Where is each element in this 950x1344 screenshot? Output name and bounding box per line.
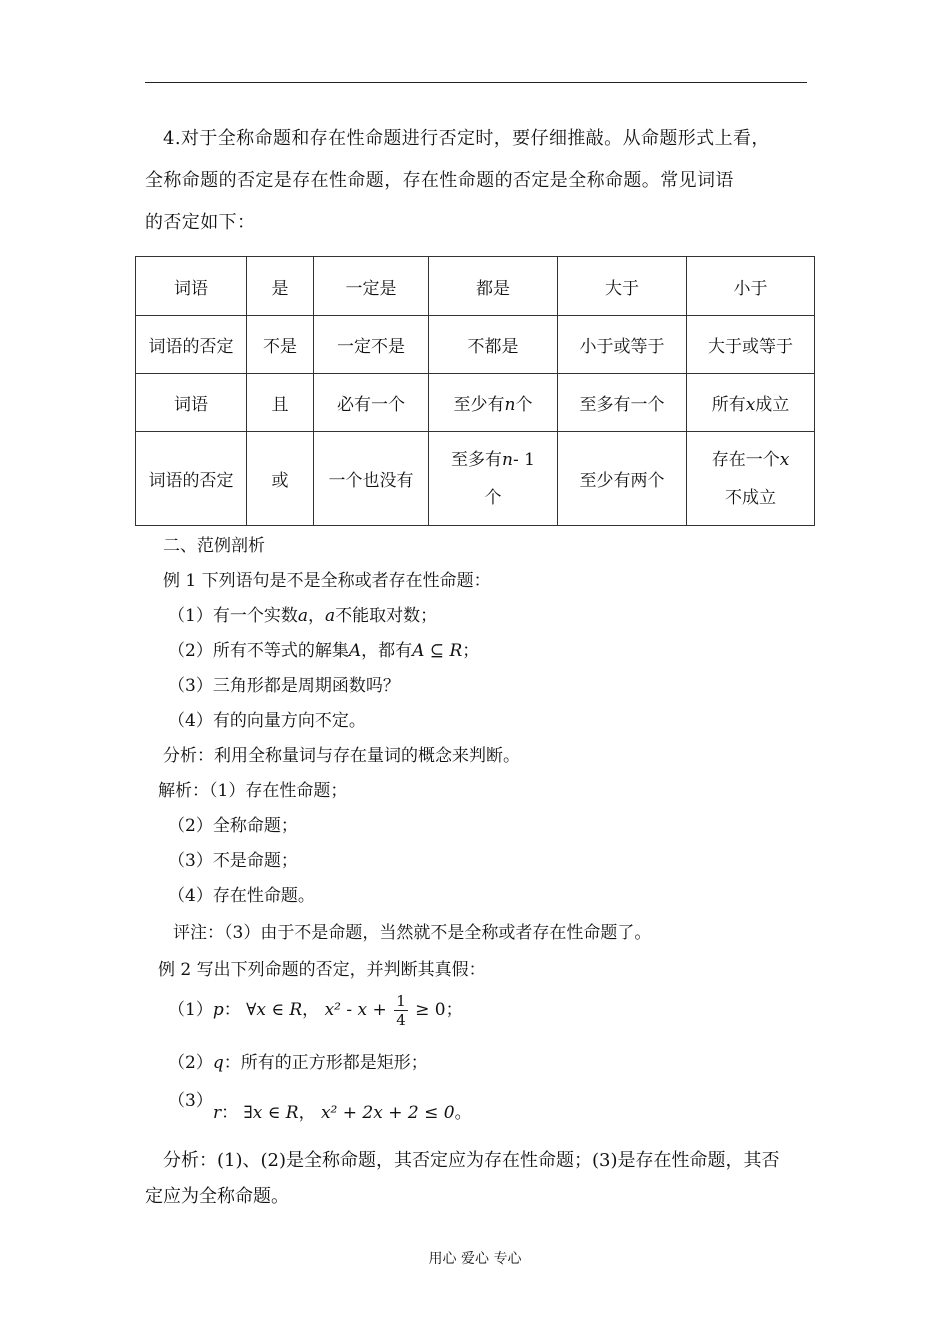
math-expr: A ⊆ R <box>412 641 463 661</box>
table-row <box>136 316 815 374</box>
table-cell: 一个也没有 <box>314 432 429 526</box>
cell-text: 存在一个 <box>711 449 780 470</box>
math-var: p <box>212 1000 224 1020</box>
math-var: r <box>213 1103 222 1123</box>
page-footer: 用心 爱心 专心 <box>428 1251 522 1267</box>
table-cell <box>687 374 815 432</box>
cell-text: 成立 <box>755 395 790 415</box>
analysis-line: 定应为全称命题。 <box>145 1186 289 1207</box>
math-expr: ∀x ∈ R <box>246 1000 303 1020</box>
text: （2）所有不等式的解集 <box>168 641 349 661</box>
solution-line: 解析：（1）存在性命题； <box>158 781 348 801</box>
math-var: n <box>504 395 516 415</box>
table-cell: 且 <box>247 374 314 432</box>
text: ， <box>298 1103 316 1123</box>
cell-text: 所有 <box>711 395 746 415</box>
math-var: x <box>745 395 756 415</box>
table-cell: 一定不是 <box>314 316 429 374</box>
table-cell <box>687 432 815 526</box>
table-cell: 不是 <box>247 316 314 374</box>
section-heading: 二、范例剖析 <box>163 536 265 556</box>
intro-line: 全称命题的否定是存在性命题，存在性命题的否定是全称命题。常见词语 <box>145 170 734 191</box>
question-line: （3）三角形都是周期函数吗？ <box>168 676 400 696</box>
table-cell: 或 <box>247 432 314 526</box>
proposition-q <box>168 1048 428 1073</box>
table-cell: 都是 <box>429 257 558 316</box>
table-cell <box>429 432 558 526</box>
table-cell: 大于 <box>558 257 687 316</box>
text: ， <box>307 606 325 626</box>
text: ， <box>302 1000 320 1020</box>
table-cell: 一定是 <box>314 257 429 316</box>
table-cell <box>429 374 558 432</box>
cell-text: 个 <box>515 395 533 415</box>
math-var: n <box>502 449 513 470</box>
question-line <box>168 636 479 661</box>
table-row <box>136 374 815 432</box>
solution-line: （4）存在性命题。 <box>168 886 315 906</box>
math-expr: ∃x ∈ R <box>243 1103 299 1123</box>
cell-text: 个 <box>484 487 502 508</box>
table-cell: 小于或等于 <box>558 316 687 374</box>
math-var: A <box>348 641 362 661</box>
proposition-r-label: （3） <box>168 1091 213 1111</box>
cell-text: 不成立 <box>725 487 776 508</box>
intro-line: 的否定如下： <box>145 212 256 233</box>
text: （1） <box>168 1000 213 1020</box>
table-cell: 大于或等于 <box>687 316 815 374</box>
word-negation-table <box>135 256 815 526</box>
table-cell: 是 <box>247 257 314 316</box>
table-cell: 词语 <box>136 257 247 316</box>
proposition-r <box>213 1098 472 1123</box>
table-cell: 至少有两个 <box>558 432 687 526</box>
table-cell: 必有一个 <box>314 374 429 432</box>
solution-line: （2）全称命题； <box>168 816 298 836</box>
fraction-numerator: 1 <box>396 992 406 1010</box>
text: ：所有的正方形都是矩形； <box>223 1053 428 1073</box>
table-cell: 至多有一个 <box>558 374 687 432</box>
text: 不能取对数； <box>335 606 438 626</box>
table-cell: 小于 <box>687 257 815 316</box>
math-var: q <box>212 1053 224 1073</box>
table-cell: 不都是 <box>429 316 558 374</box>
analysis-line: 分析：(1)、(2)是全称命题，其否定应为存在性命题；(3)是存在性命题，其否 <box>163 1150 780 1171</box>
math-expr: x² - x + <box>324 1000 387 1020</box>
cell-text: 至多有 <box>451 449 503 470</box>
table-row <box>136 432 815 526</box>
proposition-p <box>168 988 463 1032</box>
analysis-line: 分析：利用全称量词与存在量词的概念来判断。 <box>163 746 520 766</box>
cell-text: 至少有 <box>453 395 505 415</box>
text: ，都有 <box>361 641 413 661</box>
fraction <box>394 992 408 1029</box>
question-line <box>168 601 437 626</box>
math-expr: ≥ 0； <box>415 1000 463 1020</box>
math-var: x <box>779 449 790 470</box>
text: ： <box>223 1000 241 1020</box>
text: ； <box>462 641 480 661</box>
text: （1）有一个实数 <box>168 606 298 626</box>
header-rule <box>145 82 807 83</box>
table-cell: 词语 <box>136 374 247 432</box>
text: ： <box>221 1103 239 1123</box>
intro-line: 4.对于全称命题和存在性命题进行否定时，要仔细推敲。从命题形式上看， <box>163 128 770 149</box>
example-title: 例 1 下列语句是不是全称或者存在性命题： <box>163 571 491 591</box>
table-cell: 词语的否定 <box>136 316 247 374</box>
table-cell: 词语的否定 <box>136 432 247 526</box>
intro-paragraph <box>145 118 807 244</box>
cell-text: - 1 <box>512 449 535 470</box>
text: （2） <box>168 1053 213 1073</box>
question-line: （4）有的向量方向不定。 <box>168 711 366 731</box>
table-row <box>136 257 815 316</box>
math-var: a <box>324 606 336 626</box>
fraction-denominator: 4 <box>396 1011 406 1029</box>
math-expr: x² + 2x + 2 ≤ 0 <box>320 1103 455 1123</box>
text: 。 <box>454 1103 472 1123</box>
note-line: 评注：（3）由于不是命题，当然就不是全称或者存在性命题了。 <box>173 923 652 943</box>
example-title: 例 2 写出下列命题的否定，并判断其真假： <box>158 960 486 980</box>
solution-line: （3）不是命题； <box>168 851 298 871</box>
math-var: a <box>297 606 308 626</box>
